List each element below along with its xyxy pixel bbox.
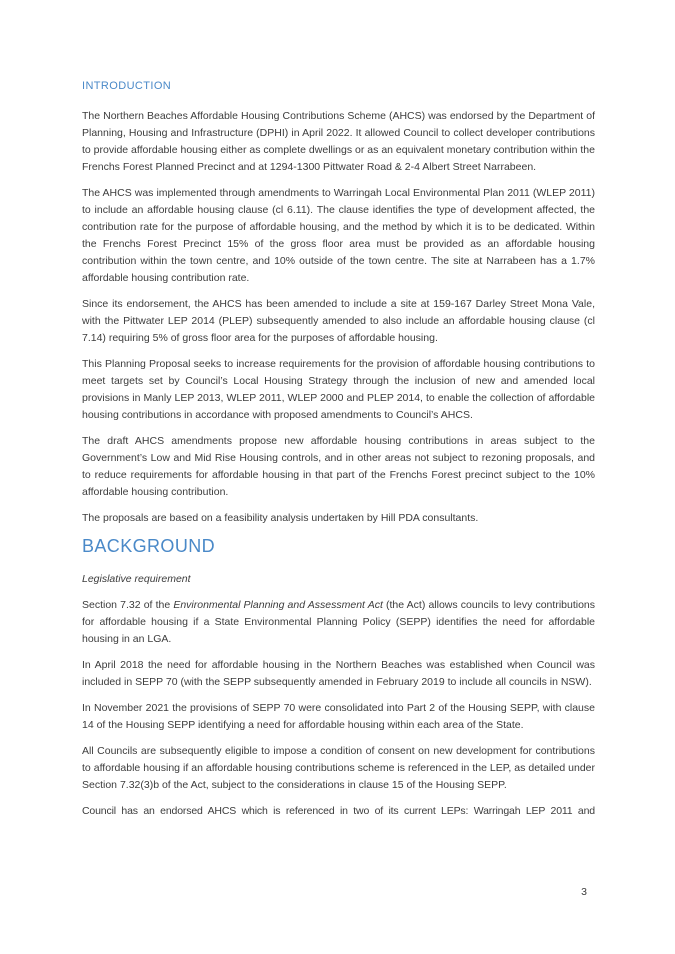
act-title-italic: Environmental Planning and Assessment Act: [173, 599, 383, 611]
intro-paragraph-2: The AHCS was implemented through amendments to Warringah Local Environmental Plan 2011 (WLEP 2011) to include an affordable housing clause (cl 6.11). The clause identifies the type of development affected, the contribution rate for the purpose of affordable housing, and the method by which it is to be dedicated. Within the Frenchs Forest Precinct 15% of the gross floor area must be provided as an affordable housing contribution within the town centre, and 10% outside of the town centre. The site at Narrabeen has a 1.7% affordable housing contribution rate.: [82, 187, 595, 284]
background-paragraph-4: All Councils are subsequently eligible to impose a condition of consent on new development for contributions to affordable housing if an affordable housing contributions scheme is referenced in the LEP, as detailed under Section 7.32(3)b of the Act, subject to the considerations in clause 15 of the Housing SEPP.: [82, 745, 595, 791]
document-body: [82, 80, 595, 829]
page-number: 3: [581, 886, 587, 898]
text-run-pre: Section 7.32 of the: [82, 599, 174, 611]
subheading-legislative-requirement: Legislative requirement: [82, 573, 191, 585]
intro-paragraph-1: The Northern Beaches Affordable Housing Contributions Scheme (AHCS) was endorsed by the Department of Planning, Housing and Infrastructure (DPHI) in April 2022. It allowed Council to collect developer contributions to provide affordable housing either as complete dwellings or as an equivalent monetary contribution within the Frenchs Forest Planned Precinct and at 1294-1300 Pittwater Road & 2-4 Albert Street Narrabeen.: [82, 110, 595, 173]
section-heading-introduction: INTRODUCTION: [82, 80, 172, 92]
background-paragraph-2: In April 2018 the need for affordable housing in the Northern Beaches was established when Council was included in SEPP 70 (with the SEPP subsequently amended in February 2019 to include all councils in NSW).: [82, 659, 595, 688]
intro-paragraph-6: The proposals are based on a feasibility analysis undertaken by Hill PDA consultants.: [82, 512, 479, 524]
background-paragraph-5: Council has an endorsed AHCS which is referenced in two of its current LEPs: Warringah LEP 2011 and: [82, 805, 595, 817]
intro-paragraph-5: The draft AHCS amendments propose new affordable housing contributions in areas subject to the Government’s Low and Mid Rise Housing controls, and in other areas not subject to rezoning proposals, and to reduce requirements for affordable housing in that part of the Frenchs Forest precinct subject to the 10% affordable housing contribution.: [82, 435, 595, 498]
intro-paragraph-3: Since its endorsement, the AHCS has been amended to include a site at 159-167 Darley Street Mona Vale, with the Pittwater LEP 2014 (PLEP) subsequently amended to also include an affordable housing clause (cl 7.14) requiring 5% of gross floor area for the purposes of affordable housing.: [82, 298, 595, 344]
background-paragraph-3: In November 2021 the provisions of SEPP 70 were consolidated into Part 2 of the Housing SEPP, with clause 14 of the Housing SEPP identifying a need for affordable housing within each area of the State.: [82, 702, 595, 731]
intro-paragraph-4: This Planning Proposal seeks to increase requirements for the provision of affordable housing contributions to meet targets set by Council’s Local Housing Strategy through the inclusion of new and amended local provisions in Manly LEP 2013, WLEP 2011, WLEP 2000 and PLEP 2014, to enable the collection of affordable housing contributions in accordance with proposed amendments to Council’s AHCS.: [82, 358, 595, 421]
text-run-post: (the Act) allows councils to levy contributions for affordable housing if a State Environmental Planning Policy (SEPP) identifies the need for affordable housing in an LGA.: [82, 599, 596, 645]
background-paragraph-legislative: [82, 597, 595, 648]
section-heading-background: BACKGROUND: [82, 536, 216, 556]
